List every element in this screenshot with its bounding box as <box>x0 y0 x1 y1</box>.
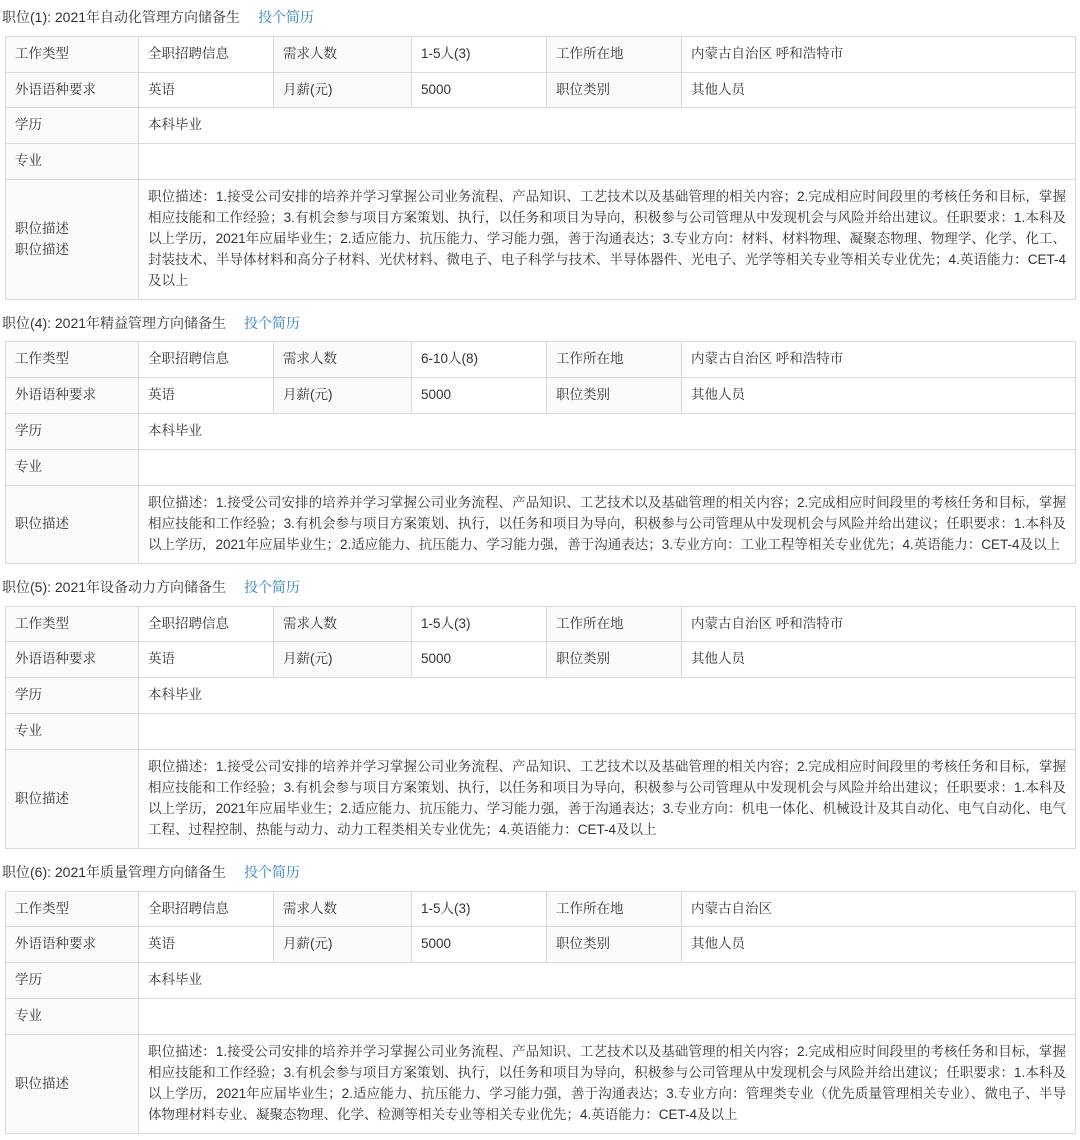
label-job-description: 职位描述 <box>6 750 139 849</box>
job-header <box>0 855 1080 891</box>
value-work-type: 全职招聘信息 <box>139 606 274 642</box>
value-job-category: 其他人员 <box>682 72 1076 108</box>
label-education: 学历 <box>6 963 139 999</box>
table-row <box>6 891 1076 927</box>
value-demand-count: 1-5人(3) <box>412 891 547 927</box>
label-job-description: 职位描述 <box>6 1035 139 1134</box>
table-row <box>6 750 1076 849</box>
table-row <box>6 108 1076 144</box>
label-job-description-main: 职位描述 <box>15 241 69 257</box>
value-monthly-salary: 5000 <box>412 378 547 414</box>
job-title: 职位(1): 2021年自动化管理方向储备生 <box>2 9 241 25</box>
label-work-location: 工作所在地 <box>547 891 682 927</box>
table-row <box>6 999 1076 1035</box>
label-work-location: 工作所在地 <box>547 606 682 642</box>
value-education: 本科毕业 <box>139 678 1076 714</box>
label-monthly-salary: 月薪(元) <box>274 642 412 678</box>
label-work-location: 工作所在地 <box>547 36 682 72</box>
value-education: 本科毕业 <box>139 963 1076 999</box>
label-monthly-salary: 月薪(元) <box>274 927 412 963</box>
label-monthly-salary: 月薪(元) <box>274 72 412 108</box>
table-row <box>6 678 1076 714</box>
value-demand-count: 6-10人(8) <box>412 342 547 378</box>
value-foreign-language: 英语 <box>139 72 274 108</box>
label-work-type: 工作类型 <box>6 36 139 72</box>
job-title: 职位(4): 2021年精益管理方向储备生 <box>2 314 227 331</box>
table-row <box>6 963 1076 999</box>
value-monthly-salary: 5000 <box>412 642 547 678</box>
label-work-type: 工作类型 <box>6 606 139 642</box>
job-block <box>0 855 1080 1134</box>
label-demand-count: 需求人数 <box>274 36 412 72</box>
label-major: 专业 <box>6 999 139 1035</box>
table-row <box>6 342 1076 378</box>
table-row <box>6 36 1076 72</box>
table-row <box>6 414 1076 450</box>
value-work-type: 全职招聘信息 <box>139 891 274 927</box>
table-row <box>6 486 1076 564</box>
label-demand-count: 需求人数 <box>274 342 412 378</box>
value-demand-count: 1-5人(3) <box>412 606 547 642</box>
value-work-type: 全职招聘信息 <box>139 342 274 378</box>
value-job-description: 职位描述：1.接受公司安排的培养并学习掌握公司业务流程、产品知识、工艺技术以及基础管理的相关内容；2.完成相应时间段里的考核任务和目标，掌握相应技能和工作经验；3.有机会参与项目方案策划、执行，以任务和项目为导向，积极参与公司管理从中发现机会与风险并给出建议；任职要求：1.本科及以上学历，2021年应届毕业生；2.适应能力、抗压能力、学习能力强，善于沟通表达；3.专业方向：管理类专业（优先质量管理相关专业）、微电子、半导体物理材料专业、凝聚态物理、化学、检测等相关专业等相关专业优先；4.英语能力：CET-4及以上 <box>139 1035 1076 1134</box>
job-detail-table <box>5 891 1076 1134</box>
label-job-category: 职位类别 <box>547 642 682 678</box>
table-row <box>6 714 1076 750</box>
value-demand-count: 1-5人(3) <box>412 36 547 72</box>
value-work-location: 内蒙古自治区 呼和浩特市 <box>682 36 1076 72</box>
job-header <box>0 570 1080 606</box>
label-monthly-salary: 月薪(元) <box>274 378 412 414</box>
job-detail-table <box>5 36 1076 300</box>
label-demand-count: 需求人数 <box>274 606 412 642</box>
value-work-type: 全职招聘信息 <box>139 36 274 72</box>
label-work-type: 工作类型 <box>6 891 139 927</box>
label-job-description: 职位描述 <box>6 486 139 564</box>
apply-link[interactable]: 投个简历 <box>243 863 300 880</box>
value-monthly-salary: 5000 <box>412 927 547 963</box>
value-education: 本科毕业 <box>139 108 1076 144</box>
label-job-category: 职位类别 <box>547 927 682 963</box>
apply-link[interactable]: 投个简历 <box>257 9 314 25</box>
label-education: 学历 <box>6 108 139 144</box>
value-job-category: 其他人员 <box>682 378 1076 414</box>
label-foreign-language: 外语语种要求 <box>6 72 139 108</box>
label-education: 学历 <box>6 414 139 450</box>
table-row <box>6 378 1076 414</box>
table-row <box>6 1035 1076 1134</box>
value-job-description: 职位描述：1.接受公司安排的培养并学习掌握公司业务流程、产品知识、工艺技术以及基础管理的相关内容；2.完成相应时间段里的考核任务和目标，掌握相应技能和工作经验；3.有机会参与项目方案策划、执行，以任务和项目为导向，积极参与公司管理从中发现机会与风险并给出建议；任职要求：1.本科及以上学历，2021年应届毕业生；2.适应能力、抗压能力、学习能力强，善于沟通表达；3.专业方向：机电一体化、机械设计及其自动化、电气自动化、电气工程、过程控制、热能与动力、动力工程类相关专业优先；4.英语能力：CET-4及以上 <box>139 750 1076 849</box>
job-block <box>0 306 1080 564</box>
value-foreign-language: 英语 <box>139 642 274 678</box>
label-foreign-language: 外语语种要求 <box>6 378 139 414</box>
job-header <box>0 306 1080 342</box>
value-job-category: 其他人员 <box>682 642 1076 678</box>
value-job-description: 职位描述：1.接受公司安排的培养并学习掌握公司业务流程、产品知识、工艺技术以及基础管理的相关内容；2.完成相应时间段里的考核任务和目标，掌握相应技能和工作经验；3.有机会参与项目方案策划、执行，以任务和项目为导向，积极参与公司管理从中发现机会与风险并给出建议。任职要求：1.本科及以上学历，2021年应届毕业生；2.适应能力、抗压能力、学习能力强，善于沟通表达；3.专业方向：材料、材料物理、凝聚态物理、物理学、化学、化工、封装技术、半导体材料和高分子材料、光伏材料、微电子、电子科学与技术、半导体器件、光电子、光学等相关专业等相关专业优先；4.英语能力：CET-4及以上 <box>139 180 1076 300</box>
job-block <box>0 570 1080 849</box>
label-education: 学历 <box>6 678 139 714</box>
label-job-description <box>6 180 139 300</box>
apply-link[interactable]: 投个简历 <box>243 578 300 595</box>
label-work-type: 工作类型 <box>6 342 139 378</box>
label-job-description-extra: 职位描述 <box>15 220 69 236</box>
value-work-location: 内蒙古自治区 呼和浩特市 <box>682 342 1076 378</box>
label-major: 专业 <box>6 144 139 180</box>
label-major: 专业 <box>6 714 139 750</box>
value-major <box>139 144 1076 180</box>
job-header <box>0 0 1080 36</box>
value-work-location: 内蒙古自治区 呼和浩特市 <box>682 606 1076 642</box>
job-detail-table <box>5 341 1076 563</box>
value-job-category: 其他人员 <box>682 927 1076 963</box>
label-foreign-language: 外语语种要求 <box>6 642 139 678</box>
job-detail-table <box>5 606 1076 849</box>
value-major <box>139 999 1076 1035</box>
label-foreign-language: 外语语种要求 <box>6 927 139 963</box>
label-demand-count: 需求人数 <box>274 891 412 927</box>
table-row <box>6 642 1076 678</box>
table-row <box>6 144 1076 180</box>
table-row <box>6 927 1076 963</box>
job-block <box>0 0 1080 300</box>
value-foreign-language: 英语 <box>139 927 274 963</box>
label-job-category: 职位类别 <box>547 72 682 108</box>
value-education: 本科毕业 <box>139 414 1076 450</box>
value-work-location: 内蒙古自治区 <box>682 891 1076 927</box>
value-job-description: 职位描述：1.接受公司安排的培养并学习掌握公司业务流程、产品知识、工艺技术以及基础管理的相关内容；2.完成相应时间段里的考核任务和目标，掌握相应技能和工作经验；3.有机会参与项目方案策划、执行，以任务和项目为导向，积极参与公司管理从中发现机会与风险并给出建议；任职要求：1.本科及以上学历，2021年应届毕业生；2.适应能力、抗压能力、学习能力强，善于沟通表达；3.专业方向：工业工程等相关专业优先；4.英语能力：CET-4及以上 <box>139 486 1076 564</box>
apply-link[interactable]: 投个简历 <box>243 314 300 331</box>
value-major <box>139 714 1076 750</box>
table-row <box>6 450 1076 486</box>
label-work-location: 工作所在地 <box>547 342 682 378</box>
value-foreign-language: 英语 <box>139 378 274 414</box>
table-row <box>6 72 1076 108</box>
value-monthly-salary: 5000 <box>412 72 547 108</box>
value-major <box>139 450 1076 486</box>
label-major: 专业 <box>6 450 139 486</box>
job-title: 职位(6): 2021年质量管理方向储备生 <box>2 863 227 880</box>
table-row <box>6 180 1076 300</box>
job-title: 职位(5): 2021年设备动力方向储备生 <box>2 578 227 595</box>
label-job-category: 职位类别 <box>547 378 682 414</box>
table-row <box>6 606 1076 642</box>
